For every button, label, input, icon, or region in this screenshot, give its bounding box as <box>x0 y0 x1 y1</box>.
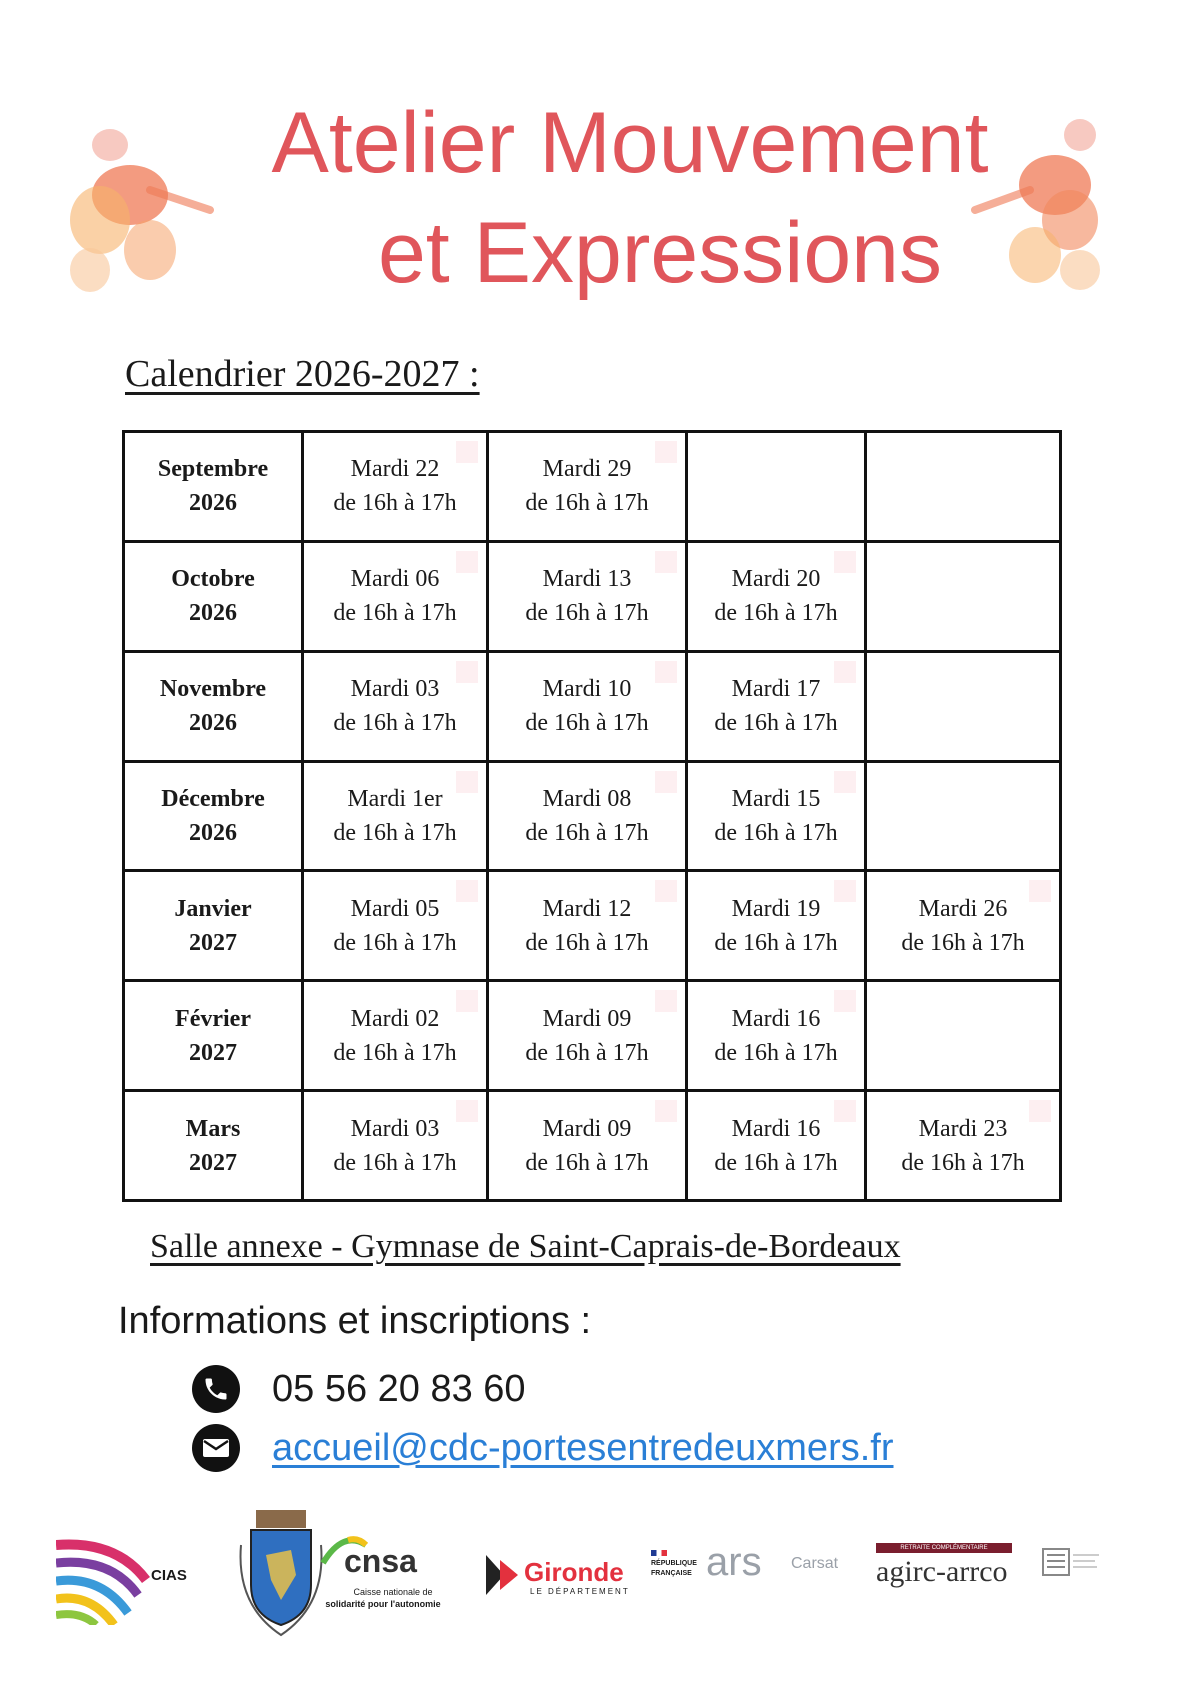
gironde-label: Gironde <box>524 1557 624 1587</box>
session-time: de 16h à 17h <box>333 1039 457 1066</box>
month-name: Novembre <box>159 676 267 703</box>
month-cell <box>124 871 303 981</box>
month-year: 2026 <box>189 490 237 517</box>
republique-logo <box>651 1550 711 1600</box>
calendar-row <box>124 651 1061 761</box>
session-time: de 16h à 17h <box>714 600 838 627</box>
agirc-banner: RETRAITE COMPLÉMENTAIRE <box>876 1543 1012 1553</box>
gironde-logo <box>486 1555 636 1605</box>
session-cell <box>687 1091 866 1201</box>
session-day: Mardi 23 <box>918 1115 1008 1142</box>
session-time: de 16h à 17h <box>714 819 838 846</box>
session-day: Mardi 16 <box>731 1115 821 1142</box>
session-time: de 16h à 17h <box>333 710 457 737</box>
dancer-illustration-left <box>50 120 220 310</box>
cell-corner-mark <box>655 771 677 793</box>
session-cell <box>488 981 687 1091</box>
cnsa-sub-1: Caisse nationale de <box>353 1587 433 1597</box>
session-day: Mardi 29 <box>542 456 632 483</box>
cell-corner-mark <box>834 771 856 793</box>
session-time: de 16h à 17h <box>525 600 649 627</box>
month-cell <box>124 981 303 1091</box>
session-cell <box>303 761 488 871</box>
month-cell <box>124 651 303 761</box>
cias-logo <box>56 1535 196 1625</box>
calendar-row <box>124 981 1061 1091</box>
gironde-sub: LE DÉPARTEMENT <box>530 1587 630 1596</box>
session-time: de 16h à 17h <box>333 819 457 846</box>
session-cell <box>488 761 687 871</box>
session-cell <box>687 541 866 651</box>
coat-of-arms-icon <box>236 1505 326 1640</box>
agirc-arrco-logo <box>876 1543 1016 1603</box>
empty-session-cell <box>866 761 1061 871</box>
phone-contact <box>192 1365 526 1413</box>
month-cell <box>124 432 303 542</box>
session-cell <box>866 871 1061 981</box>
session-time: de 16h à 17h <box>901 929 1025 956</box>
session-day: Mardi 12 <box>542 895 632 922</box>
cell-corner-mark <box>456 661 478 683</box>
session-day: Mardi 16 <box>731 1005 821 1032</box>
session-cell <box>488 432 687 542</box>
month-name: Octobre <box>171 566 255 593</box>
session-day: Mardi 20 <box>731 566 821 593</box>
session-cell <box>687 871 866 981</box>
title-line-2: et Expressions <box>377 205 943 301</box>
session-time: de 16h à 17h <box>333 490 457 517</box>
session-time: de 16h à 17h <box>333 1149 457 1176</box>
session-cell <box>303 541 488 651</box>
month-year: 2027 <box>189 1039 237 1066</box>
session-time: de 16h à 17h <box>714 1039 838 1066</box>
session-time: de 16h à 17h <box>525 819 649 846</box>
session-cell <box>303 871 488 981</box>
month-name: Janvier <box>174 895 252 922</box>
session-time: de 16h à 17h <box>525 929 649 956</box>
session-day: Mardi 19 <box>731 895 821 922</box>
month-year: 2026 <box>189 819 237 846</box>
session-cell <box>687 981 866 1091</box>
cnsa-logo <box>318 1535 441 1625</box>
session-cell <box>687 761 866 871</box>
session-cell <box>488 871 687 981</box>
calendar-row <box>124 541 1061 651</box>
cell-corner-mark <box>834 1100 856 1122</box>
dancer-illustration-right <box>960 115 1130 305</box>
cell-corner-mark <box>655 441 677 463</box>
cnsa-label: cnsa <box>344 1543 417 1579</box>
month-year: 2026 <box>189 710 237 737</box>
month-year: 2027 <box>189 929 237 956</box>
cell-corner-mark <box>456 771 478 793</box>
session-day: Mardi 22 <box>350 456 440 483</box>
month-name: Février <box>175 1005 251 1032</box>
empty-session-cell <box>866 981 1061 1091</box>
calendar-table <box>122 430 1062 1202</box>
session-day: Mardi 17 <box>731 676 821 703</box>
calendar-heading: Calendrier 2026-2027 : <box>125 353 480 395</box>
cell-corner-mark <box>1029 1100 1051 1122</box>
session-cell <box>303 981 488 1091</box>
session-time: de 16h à 17h <box>333 929 457 956</box>
cell-corner-mark <box>456 441 478 463</box>
session-cell <box>687 651 866 761</box>
flag-icon <box>651 1550 667 1556</box>
cell-corner-mark <box>456 1100 478 1122</box>
cell-corner-mark <box>655 1100 677 1122</box>
session-day: Mardi 02 <box>350 1005 440 1032</box>
session-time: de 16h à 17h <box>525 490 649 517</box>
session-cell <box>488 541 687 651</box>
cell-corner-mark <box>834 990 856 1012</box>
republique-line-1: RÉPUBLIQUE <box>651 1560 697 1567</box>
venue-text: Salle annexe - Gymnase de Saint-Caprais-de-Bordeaux <box>150 1228 901 1265</box>
session-day: Mardi 26 <box>918 895 1008 922</box>
agirc-label: agirc-arrco <box>876 1555 1008 1588</box>
session-day: Mardi 13 <box>542 566 632 593</box>
session-day: Mardi 05 <box>350 895 440 922</box>
month-name: Septembre <box>157 456 269 483</box>
session-cell <box>303 651 488 761</box>
session-time: de 16h à 17h <box>525 1039 649 1066</box>
session-time: de 16h à 17h <box>901 1149 1025 1176</box>
session-day: Mardi 08 <box>542 785 632 812</box>
ars-label: ars <box>706 1540 762 1584</box>
info-heading: Informations et inscriptions : <box>118 1300 592 1342</box>
calendar-row <box>124 1091 1061 1201</box>
session-cell <box>488 651 687 761</box>
title-line-1: Atelier Mouvement <box>271 95 989 191</box>
session-day: Mardi 06 <box>350 566 440 593</box>
month-name: Mars <box>185 1115 241 1142</box>
session-day: Mardi 1er <box>347 785 443 812</box>
session-cell <box>866 1091 1061 1201</box>
month-year: 2026 <box>189 600 237 627</box>
session-cell <box>488 1091 687 1201</box>
empty-session-cell <box>866 651 1061 761</box>
cell-corner-mark <box>1029 880 1051 902</box>
session-time: de 16h à 17h <box>525 710 649 737</box>
cnsa-sub-2: solidarité pour l'autonomie <box>325 1599 441 1609</box>
email-link[interactable]: accueil@cdc-portesentredeuxmers.fr <box>272 1426 894 1469</box>
cell-corner-mark <box>834 880 856 902</box>
session-time: de 16h à 17h <box>525 1149 649 1176</box>
cell-corner-mark <box>456 551 478 573</box>
session-day: Mardi 09 <box>542 1115 632 1142</box>
ars-logo <box>706 1540 786 1590</box>
session-day: Mardi 03 <box>350 676 440 703</box>
month-year: 2027 <box>189 1149 237 1176</box>
month-cell <box>124 541 303 651</box>
cell-corner-mark <box>456 990 478 1012</box>
calendar-row <box>124 871 1061 981</box>
empty-session-cell <box>866 541 1061 651</box>
session-time: de 16h à 17h <box>714 929 838 956</box>
month-name: Décembre <box>161 785 265 812</box>
book-icon <box>1041 1545 1101 1585</box>
empty-session-cell <box>866 432 1061 542</box>
cell-corner-mark <box>834 661 856 683</box>
cias-label: CIAS <box>151 1567 187 1584</box>
month-cell <box>124 1091 303 1201</box>
session-time: de 16h à 17h <box>333 600 457 627</box>
empty-session-cell <box>687 432 866 542</box>
email-contact <box>192 1424 894 1472</box>
session-cell <box>303 1091 488 1201</box>
cell-corner-mark <box>655 880 677 902</box>
session-cell <box>303 432 488 542</box>
cell-corner-mark <box>456 880 478 902</box>
envelope-icon <box>192 1424 240 1472</box>
cell-corner-mark <box>655 551 677 573</box>
session-day: Mardi 03 <box>350 1115 440 1142</box>
calendar-row <box>124 761 1061 871</box>
partner-logos <box>56 1505 1156 1645</box>
cell-corner-mark <box>655 990 677 1012</box>
republique-line-2: FRANÇAISE <box>651 1570 692 1577</box>
session-day: Mardi 15 <box>731 785 821 812</box>
carsat-logo <box>791 1555 861 1585</box>
coat-of-arms-logo <box>236 1505 326 1640</box>
session-time: de 16h à 17h <box>714 1149 838 1176</box>
session-time: de 16h à 17h <box>714 710 838 737</box>
session-day: Mardi 09 <box>542 1005 632 1032</box>
carsat-label: Carsat <box>791 1555 839 1572</box>
cell-corner-mark <box>655 661 677 683</box>
phone-number: 05 56 20 83 60 <box>272 1367 526 1410</box>
calendar-row <box>124 432 1061 542</box>
month-cell <box>124 761 303 871</box>
book-logo <box>1041 1545 1101 1595</box>
session-day: Mardi 10 <box>542 676 632 703</box>
cell-corner-mark <box>834 551 856 573</box>
phone-icon <box>192 1365 240 1413</box>
gironde-chevron-icon <box>486 1555 520 1595</box>
